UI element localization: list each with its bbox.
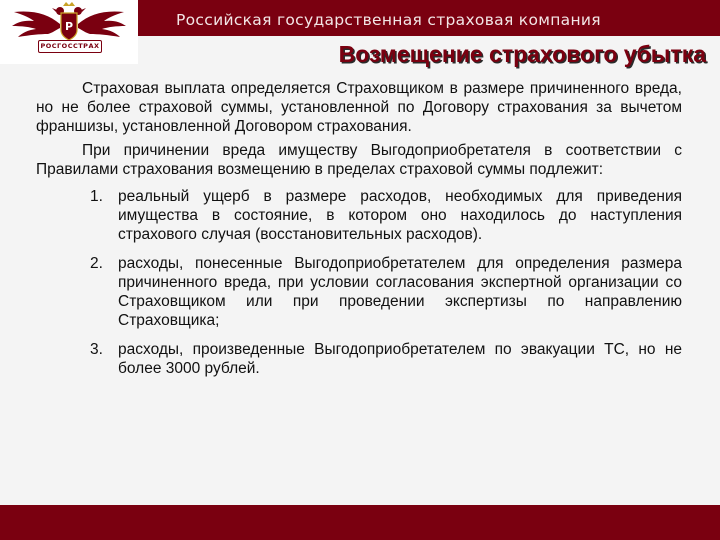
company-name: Российская государственная страховая компания: [176, 11, 601, 29]
list-item-text: расходы, понесенные Выгодоприобретателем для определения размера причиненного вреда, при условии согласования экспертной организации со Страховщиком или при проведении экспертизы по направлению Страховщика;: [118, 255, 682, 329]
list-item: [36, 340, 682, 378]
list-item: [36, 254, 682, 330]
slide-body: [36, 79, 682, 388]
numbered-list: [36, 187, 682, 378]
slide-title: Возмещение страхового убытка: [338, 41, 706, 67]
list-item-number: 1.: [90, 188, 103, 205]
eagle-emblem-icon: [0, 0, 138, 64]
paragraph-2: При причинении вреда имуществу Выгодоприобретателя в соответствии с Правилами страхования возмещению в пределах страховой суммы подлежит:: [36, 142, 682, 178]
paragraph-1: Страховая выплата определяется Страховщиком в размере причиненного вреда, но не более страховой суммы, установленной по Договору страхования за вычетом франшизы, установленной Договором страхования.: [36, 80, 682, 135]
list-item-text: расходы, произведенные Выгодоприобретателем по эвакуации ТС, но не более 3000 рублей.: [118, 341, 682, 377]
footer-band: [0, 505, 720, 540]
logo-wordmark: РОСГОССТРАХ: [38, 40, 102, 53]
list-item: [36, 187, 682, 244]
list-item-number: 3.: [90, 341, 103, 358]
company-logo: [0, 0, 138, 64]
list-item-number: 2.: [90, 255, 103, 272]
svg-text:Р: Р: [64, 20, 74, 33]
list-item-text: реальный ущерб в размере расходов, необходимых для приведения имущества в состояние, в котором оно находилось до наступления страхового случая (восстановительных расходов).: [118, 188, 682, 243]
